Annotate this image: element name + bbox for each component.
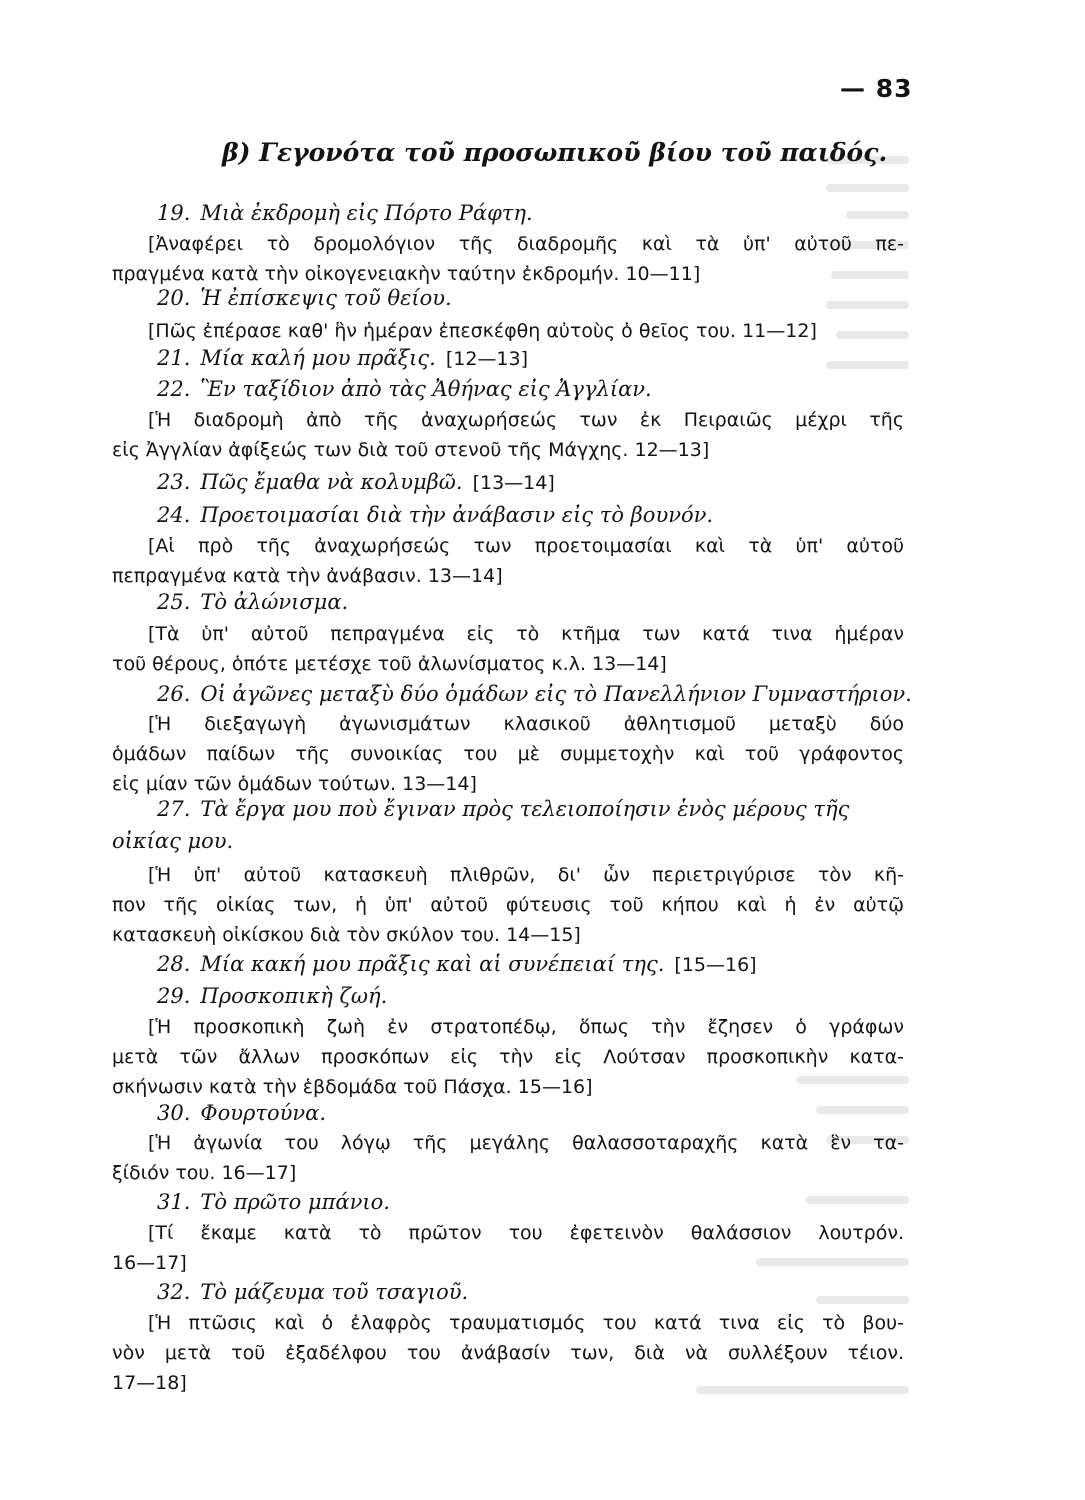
description-line: [Ἡ διαδρομὴ ἀπὸ τῆς ἀναχωρήσεώς των ἐκ Πειραιῶς μέχρι τῆς xyxy=(148,409,904,431)
description-line: 17—18] xyxy=(112,1372,187,1394)
entry-description xyxy=(112,1308,904,1398)
entry-title-text: Μία καλή μου πρᾶξις. xyxy=(200,346,436,370)
section-heading: β) Γεγονότα τοῦ προσωπικοῦ βίου τοῦ παιδός. xyxy=(222,138,888,167)
entry-title-continuation: οἰκίας μου. xyxy=(112,829,234,853)
entry-description xyxy=(112,709,904,799)
entry-title-pages: [15—16] xyxy=(674,954,757,976)
entry-number: 22. xyxy=(157,377,191,401)
description-line: ξίδιόν του. 16—17] xyxy=(112,1162,297,1184)
description-line: [Ἀναφέρει τὸ δρομολόγιον τῆς διαδρομῆς καὶ τὰ ὑπ' αὐτοῦ πε- xyxy=(148,233,904,255)
entry-description xyxy=(112,1218,904,1278)
entry-title-text: Πῶς ἔμαθα νὰ κολυμβῶ. xyxy=(200,470,463,494)
entry-title-text: Τὸ μάζευμα τοῦ τσαγιοῦ. xyxy=(200,1280,469,1304)
entry-description xyxy=(112,316,904,346)
entry-title-pages: [13—14] xyxy=(472,472,555,494)
entry-title-text: Προσκοπικὴ ζωή. xyxy=(200,984,388,1008)
entry-title xyxy=(157,1101,326,1125)
description-line: τοῦ θέρους, ὁπότε μετέσχε τοῦ ἀλωνίσματος κ.λ. 13—14] xyxy=(112,653,667,675)
entry-title-text: Τὰ ἔργα μου ποὺ ἔγιναν πρὸς τελειοποίησιν ἑνὸς μέρους τῆς xyxy=(200,797,850,821)
entry-number: 26. xyxy=(157,682,191,706)
description-line: εἰς μίαν τῶν ὁμάδων τούτων. 13—14] xyxy=(112,773,477,795)
entry-number: 20. xyxy=(157,286,191,310)
entry-description xyxy=(112,860,904,950)
entry-title-text: Τὸ ἀλώνισμα. xyxy=(200,590,349,614)
entry-description xyxy=(112,531,904,591)
description-line: πεπραγμένα κατὰ τὴν ἀνάβασιν. 13—14] xyxy=(112,565,503,587)
description-line: ὁμάδων παίδων τῆς συνοικίας του μὲ συμμετοχὴν καὶ τοῦ γράφοντος xyxy=(112,743,904,765)
page-number: — 83 xyxy=(840,74,913,103)
entry-description xyxy=(112,229,904,289)
entry-description xyxy=(112,619,904,679)
entry-title xyxy=(157,1280,468,1304)
entry-title xyxy=(157,952,757,976)
entry-title xyxy=(157,590,348,614)
entry-description xyxy=(112,405,904,465)
entry-number: 25. xyxy=(157,590,191,614)
description-line: [Τί ἔκαμε κατὰ τὸ πρῶτον του ἐφετεινὸν θαλάσσιον λουτρόν. xyxy=(148,1222,904,1244)
entry-title xyxy=(157,470,555,494)
entry-title-text: Τὸ πρῶτο μπάνιο. xyxy=(200,1190,390,1214)
entry-title-text: Ἓν ταξίδιον ἀπὸ τὰς Ἀθήνας εἰς Ἀγγλίαν. xyxy=(200,377,652,401)
description-line: κατασκευὴ οἰκίσκου διὰ τὸν σκύλον του. 14—15] xyxy=(112,924,581,946)
entry-title-text: Φουρτούνα. xyxy=(200,1101,327,1125)
description-line: [Αἱ πρὸ τῆς ἀναχωρήσεώς των προετοιμασίαι καὶ τὰ ὑπ' αὐτοῦ xyxy=(148,535,904,557)
description-line: μετὰ τῶν ἄλλων προσκόπων εἰς τὴν εἰς Λούτσαν προσκοπικὴν κατα- xyxy=(112,1046,904,1068)
description-line: πραγμένα κατὰ τὴν οἰκογενειακὴν ταύτην ἐκδρομήν. 10—11] xyxy=(112,263,701,285)
description-line: [Ἡ ὑπ' αὐτοῦ κατασκευὴ πλιθρῶν, δι' ὧν περιετριγύρισε τὸν κῆ- xyxy=(148,864,904,886)
entry-description xyxy=(112,1012,904,1102)
entry-title xyxy=(157,682,912,706)
description-line: 16—17] xyxy=(112,1252,187,1274)
entry-title xyxy=(157,346,528,370)
entry-number: 32. xyxy=(157,1280,191,1304)
entry-title-text: Προετοιμασίαι διὰ τὴν ἀνάβασιν εἰς τὸ βουνόν. xyxy=(200,503,714,527)
entry-title xyxy=(157,503,713,527)
description-line: [Ἡ προσκοπικὴ ζωὴ ἐν στρατοπέδῳ, ὅπως τὴν ἔζησεν ὁ γράφων xyxy=(148,1016,904,1038)
entry-number: 21. xyxy=(157,346,191,370)
entry-number: 23. xyxy=(157,470,191,494)
entry-number: 28. xyxy=(157,952,191,976)
description-line: [Ἡ πτῶσις καὶ ὁ ἐλαφρὸς τραυματισμός του κατά τινα εἰς τὸ βου- xyxy=(148,1312,904,1334)
entry-description xyxy=(112,1128,904,1188)
entry-number: 29. xyxy=(157,984,191,1008)
entry-title-text: Μιὰ ἐκδρομὴ εἰς Πόρτο Ράφτη. xyxy=(200,201,533,225)
entry-number: 31. xyxy=(157,1190,191,1214)
entry-title-text: Οἱ ἀγῶνες μεταξὺ δύο ὁμάδων εἰς τὸ Πανελλήνιον Γυμναστήριον. xyxy=(200,682,912,706)
entry-title xyxy=(157,797,849,821)
entry-title-text: Μία κακή μου πρᾶξις καὶ αἱ συνέπειαί της. xyxy=(200,952,665,976)
entry-title xyxy=(157,377,652,401)
entry-number: 19. xyxy=(157,201,191,225)
entry-title xyxy=(157,1190,390,1214)
description-line: νὸν μετὰ τοῦ ἐξαδέλφου του ἀνάβασίν των, διὰ νὰ συλλέξουν τέιον. xyxy=(112,1342,904,1364)
description-line: πον τῆς οἰκίας των, ἡ ὑπ' αὐτοῦ φύτευσις τοῦ κήπου καὶ ἡ ἐν αὐτῷ xyxy=(112,894,904,916)
description-line: εἰς Ἀγγλίαν ἀφίξεώς των διὰ τοῦ στενοῦ τῆς Μάγχης. 12—13] xyxy=(112,439,710,461)
entry-title-pages: [12—13] xyxy=(445,348,529,370)
description-line: [Ἡ ἀγωνία του λόγῳ τῆς μεγάλης θαλασσοταραχῆς κατὰ ἓν τα- xyxy=(148,1132,904,1154)
description-line: [Ἡ διεξαγωγὴ ἀγωνισμάτων κλασικοῦ ἀθλητισμοῦ μεταξὺ δύο xyxy=(148,713,904,735)
description-line: [Πῶς ἐπέρασε καθ' ἣν ἡμέραν ἐπεσκέφθη αὐτοὺς ὁ θεῖος του. 11—12] xyxy=(148,320,817,342)
entry-title xyxy=(157,201,533,225)
description-line: [Τὰ ὑπ' αὐτοῦ πεπραγμένα εἰς τὸ κτῆμα των κατά τινα ἡμέραν xyxy=(148,623,904,645)
description-line: σκήνωσιν κατὰ τὴν ἑβδομάδα τοῦ Πάσχα. 15—16] xyxy=(112,1076,593,1098)
entry-title-text: Ἡ ἐπίσκεψις τοῦ θείου. xyxy=(200,286,452,310)
entry-title xyxy=(157,286,452,310)
entry-number: 30. xyxy=(157,1101,191,1125)
entry-title xyxy=(157,984,387,1008)
entry-number: 24. xyxy=(157,503,191,527)
entry-number: 27. xyxy=(157,797,191,821)
